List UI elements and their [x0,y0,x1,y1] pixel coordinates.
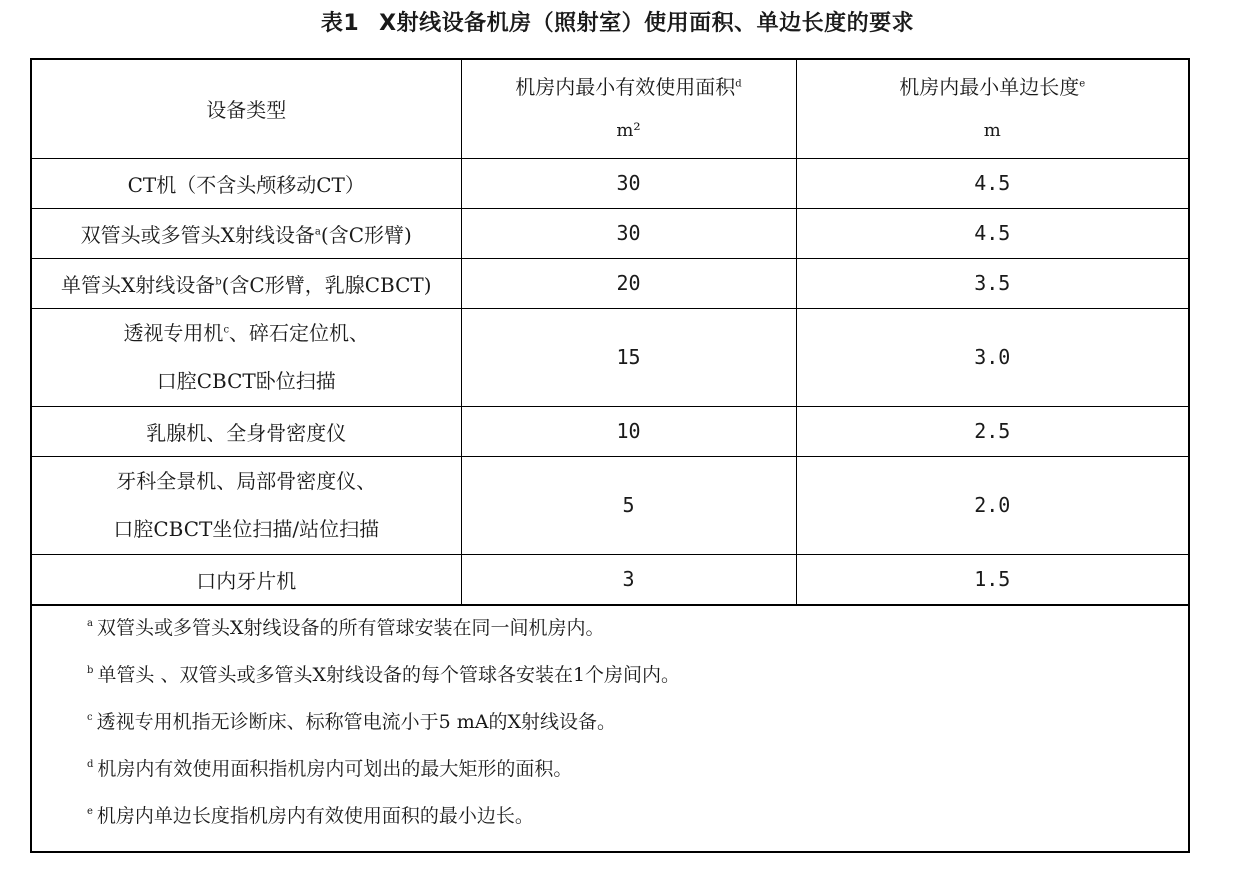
footnote [87,616,1188,640]
table-caption: X射线设备机房（照射室）使用面积、单边长度的要求 [379,11,915,36]
device-type-tail: (含C形臂) [320,222,412,247]
requirements-table [32,60,1188,605]
length-cell: 3.0 [796,308,1188,406]
header-device-type: 设备类型 [32,60,461,158]
area-cell: 15 [461,308,796,406]
table-row [32,554,1188,604]
table-number: 表1 [320,11,360,36]
device-type-tail: 、碎石定位机、 [229,321,370,345]
footnote [87,663,1188,687]
header-min-area [461,60,796,158]
length-cell: 4.5 [796,208,1188,258]
header-min-length-sup: e [1079,78,1086,90]
footnote-marker: c [87,712,93,724]
header-min-area-unit: m² [616,119,641,141]
footnote-marker: e [87,806,93,818]
device-type-sup: b [215,275,222,287]
length-cell: 1.5 [796,554,1188,604]
footnote-marker: b [87,665,94,677]
device-type-cell [32,258,461,308]
footnote-text: 单管头 、双管头或多管头X射线设备的每个管球各安装在1个房间内。 [97,663,681,686]
device-type-cell: 口内牙片机 [32,554,461,604]
header-min-length [796,60,1188,158]
device-type-text: 单管头X射线设备 [60,272,216,297]
header-min-length-label: 机房内最小单边长度 [899,74,1080,99]
device-type-sup: c [223,324,230,336]
table-title [0,6,1235,37]
device-type-text-line2: 口腔CBCT卧位扫描 [156,369,336,393]
device-type-cell [32,208,461,258]
length-cell: 3.5 [796,258,1188,308]
footnote-text: 机房内单边长度指机房内有效使用面积的最小边长。 [96,804,534,827]
header-row [32,60,1188,158]
area-cell: 3 [461,554,796,604]
requirements-table-frame [30,58,1190,853]
table-row [32,456,1188,554]
footnote-marker: a [87,618,93,630]
footnote-text: 机房内有效使用面积指机房内可划出的最大矩形的面积。 [97,757,573,780]
device-type-cell [32,456,461,554]
device-type-cell: CT机（不含头颅移动CT） [32,158,461,208]
device-type-text: 透视专用机 [123,321,224,345]
table-row [32,258,1188,308]
area-cell: 30 [461,208,796,258]
footnote [87,804,1188,828]
header-min-area-label: 机房内最小有效使用面积 [515,74,736,99]
footnote-text: 双管头或多管头X射线设备的所有管球安装在同一间机房内。 [96,616,605,639]
table-row [32,308,1188,406]
device-type-sup: a [314,225,321,237]
table-row [32,208,1188,258]
footnote-marker: d [87,759,94,771]
header-min-length-unit: m [983,119,1001,141]
footnote [87,710,1188,734]
device-type-text: 牙科全景机、局部骨密度仪、 [116,469,377,493]
area-cell: 20 [461,258,796,308]
length-cell: 2.5 [796,406,1188,456]
area-cell: 5 [461,456,796,554]
area-cell: 30 [461,158,796,208]
device-type-cell: 乳腺机、全身骨密度仪 [32,406,461,456]
footnotes [32,605,1188,828]
length-cell: 4.5 [796,158,1188,208]
device-type-text-line2: 口腔CBCT坐位扫描/站位扫描 [113,517,380,541]
device-type-tail: (含C形臂，乳腺CBCT) [221,272,432,297]
header-min-area-sup: d [735,78,742,90]
table-row [32,158,1188,208]
length-cell: 2.0 [796,456,1188,554]
table-row [32,406,1188,456]
device-type-text: 双管头或多管头X射线设备 [80,222,315,247]
footnote-text: 透视专用机指无诊断床、标称管电流小于5 mA的X射线设备。 [96,710,617,733]
area-cell: 10 [461,406,796,456]
footnote [87,757,1188,781]
device-type-cell [32,308,461,406]
